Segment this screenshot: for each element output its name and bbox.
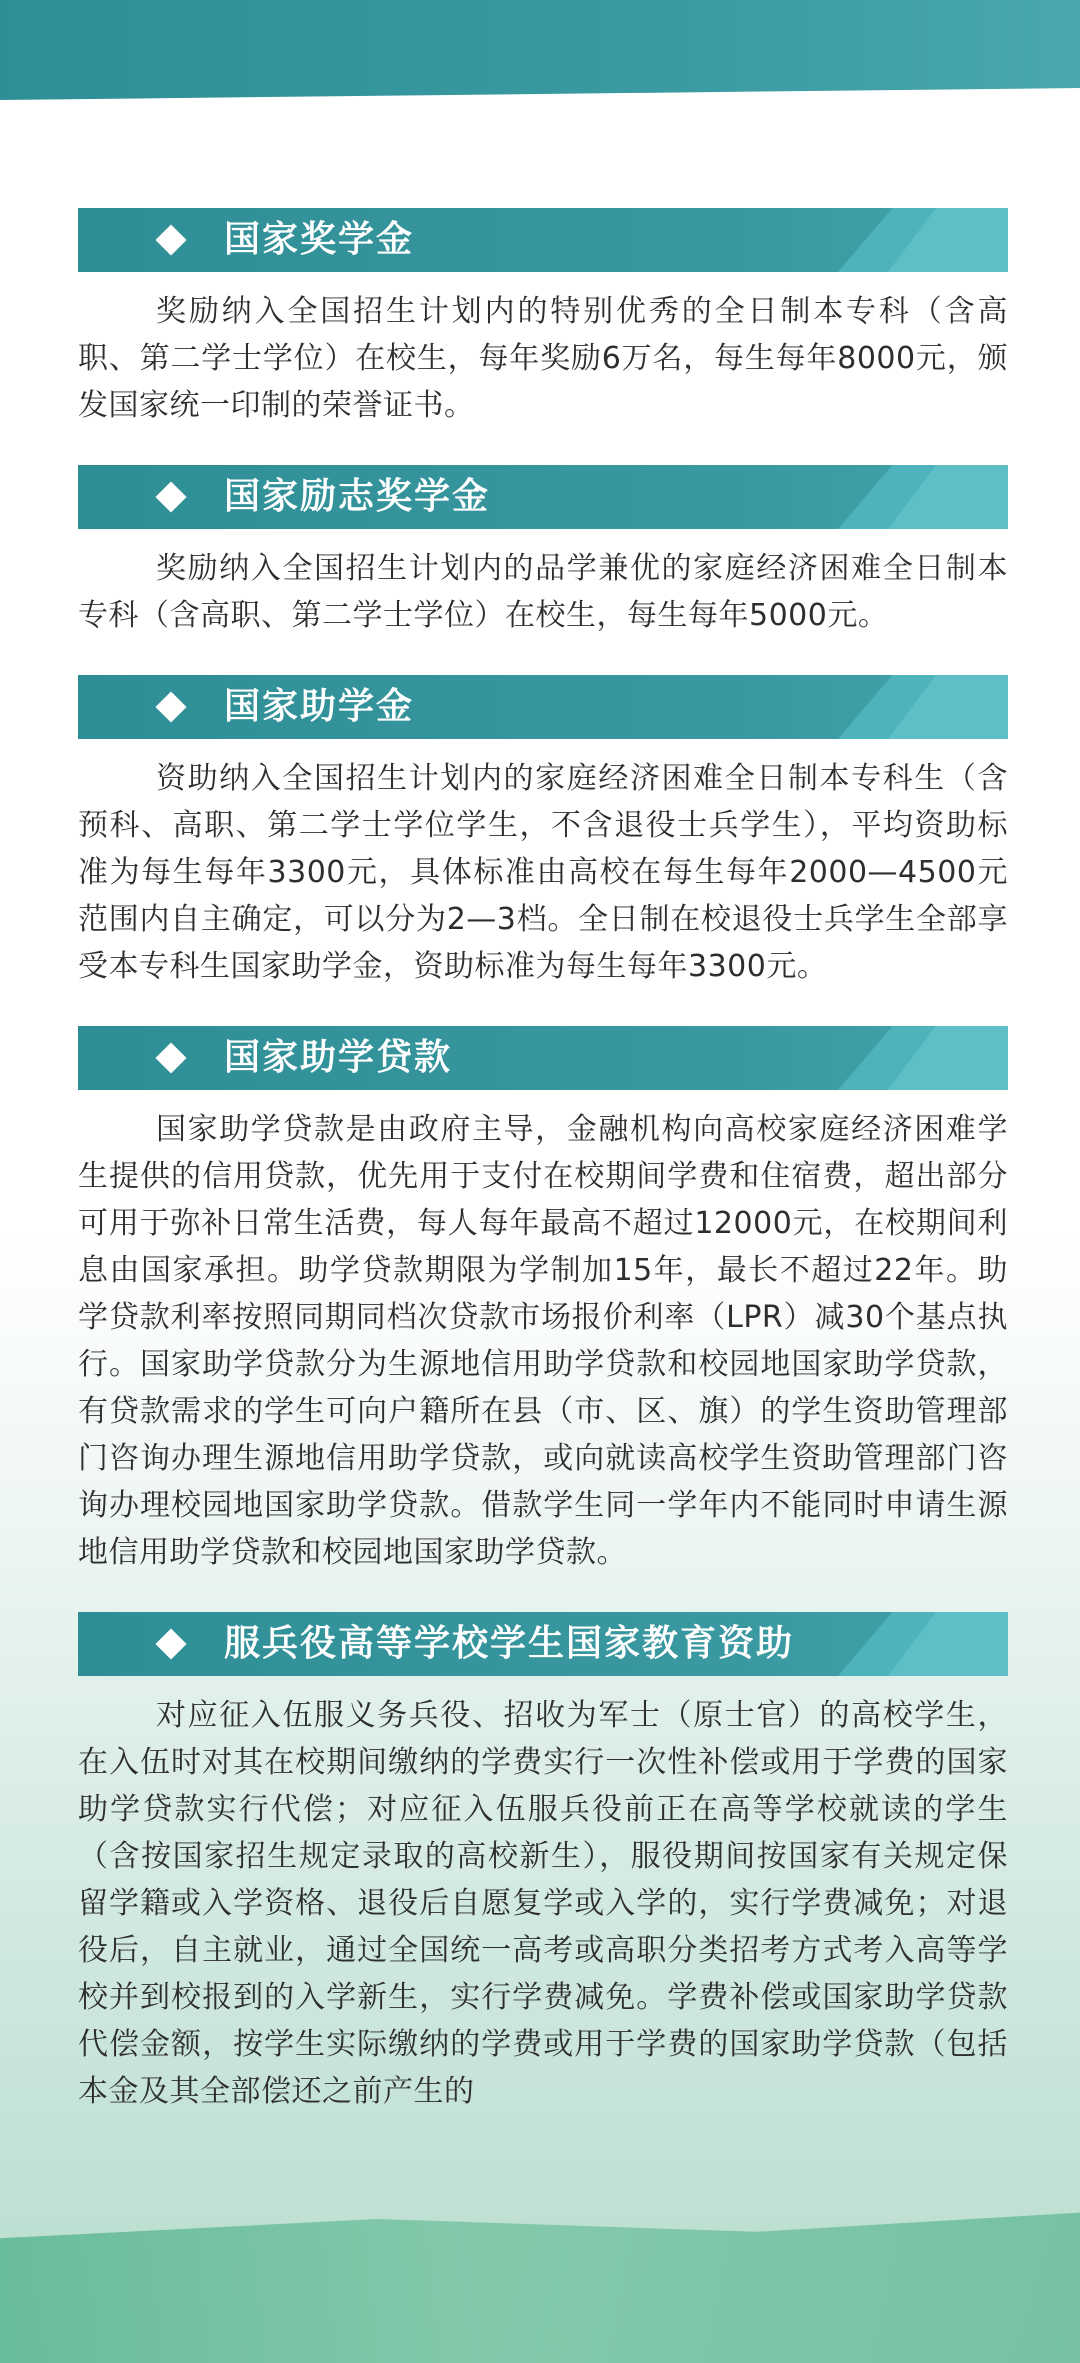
section-title: 国家奖学金	[224, 219, 415, 260]
section-heading-bar	[78, 208, 1008, 272]
content-area	[78, 208, 1008, 2151]
diamond-bullet-icon	[155, 481, 186, 512]
section-heading-bar	[78, 465, 1008, 529]
section-body: 对应征入伍服义务兵役、招收为军士（原士官）的高校学生，在入伍时对其在校期间缴纳的学费实行一次性补偿或用于学费的国家助学贷款实行代偿；对应征入伍服兵役前正在高等学校就读的学生（含按国家招生规定录取的高校新生），服役期间按国家有关规定保留学籍或入学资格、退役后自愿复学或入学的，实行学费减免；对退役后，自主就业，通过全国统一高考或高职分类招考方式考入高等学校并到校报到的入学新生，实行学费减免。学费补偿或国家助学贷款代偿金额，按学生实际缴纳的学费或用于学费的国家助学贷款（包括本金及其全部偿还之前产生的	[78, 1698, 1008, 2109]
section-body: 资助纳入全国招生计划内的家庭经济困难全日制本专科生（含预科、高职、第二学士学位学生，不含退役士兵学生），平均资助标准为每生每年3300元，具体标准由高校在每生每年2000—4500元范围内自主确定，可以分为2—3档。全日制在校退役士兵学生全部享受本专科生国家助学金，资助标准为每生每年3300元。	[78, 761, 1008, 984]
diamond-bullet-icon	[155, 224, 186, 255]
section-military-service-education-aid	[78, 1612, 1008, 2115]
section-title: 国家助学金	[224, 686, 415, 727]
section-heading-bar	[78, 675, 1008, 739]
top-decorative-band	[0, 0, 1080, 100]
section-body: 奖励纳入全国招生计划内的特别优秀的全日制本专科（含高职、第二学士学位）在校生，每年奖励6万名，每生每年8000元，颁发国家统一印制的荣誉证书。	[78, 294, 1008, 423]
section-heading-bar	[78, 1612, 1008, 1676]
section-title: 服兵役高等学校学生国家教育资助	[224, 1623, 795, 1664]
section-national-student-loan	[78, 1026, 1008, 1576]
section-body: 奖励纳入全国招生计划内的品学兼优的家庭经济困难全日制本专科（含高职、第二学士学位）在校生，每生每年5000元。	[78, 551, 1008, 633]
section-national-encouragement-scholarship	[78, 465, 1008, 639]
diamond-bullet-icon	[155, 1042, 186, 1073]
section-national-scholarship	[78, 208, 1008, 429]
section-title: 国家励志奖学金	[224, 476, 491, 517]
bottom-decorative-band	[0, 2203, 1080, 2363]
section-body: 国家助学贷款是由政府主导，金融机构向高校家庭经济困难学生提供的信用贷款，优先用于支付在校期间学费和住宿费，超出部分可用于弥补日常生活费，每人每年最高不超过12000元，在校期间利息由国家承担。助学贷款期限为学制加15年，最长不超过22年。助学贷款利率按照同期同档次贷款市场报价利率（LPR）减30个基点执行。国家助学贷款分为生源地信用助学贷款和校园地国家助学贷款，有贷款需求的学生可向户籍所在县（市、区、旗）的学生资助管理部门咨询办理生源地信用助学贷款，或向就读高校学生资助管理部门咨询办理校园地国家助学贷款。借款学生同一学年内不能同时申请生源地信用助学贷款和校园地国家助学贷款。	[78, 1112, 1008, 1570]
section-national-grant	[78, 675, 1008, 990]
diamond-bullet-icon	[155, 1628, 186, 1659]
section-heading-bar	[78, 1026, 1008, 1090]
section-title: 国家助学贷款	[224, 1037, 453, 1078]
diamond-bullet-icon	[155, 691, 186, 722]
